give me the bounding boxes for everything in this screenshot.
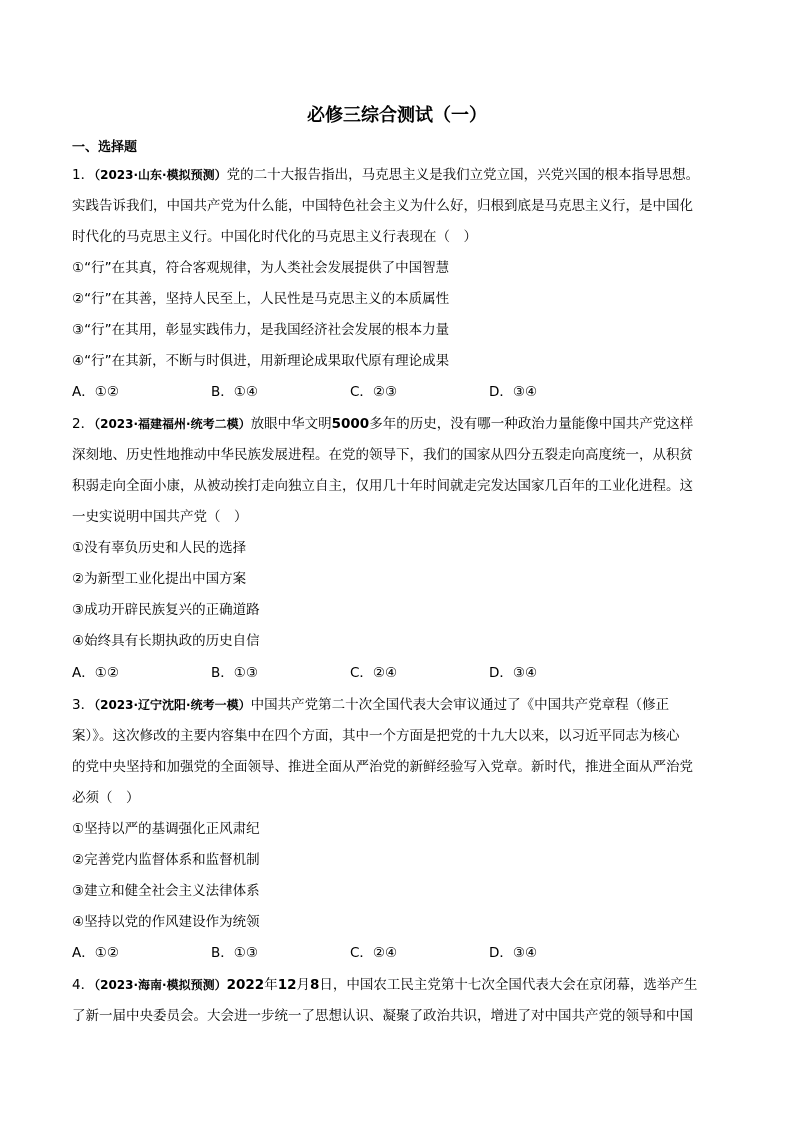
question-number: 3．	[72, 697, 95, 713]
question-source: （2023·山东·模拟预测）	[94, 168, 227, 182]
question-number: 1．	[72, 167, 95, 183]
question-2-line-1	[72, 413, 732, 435]
question-2-line-4: 一史实说明中国共产党（ ）	[72, 509, 248, 525]
question-2-item-1: ①没有辜负历史和人民的选择	[72, 540, 247, 556]
question-2-item-2: ②为新型工业化提出中国方案	[72, 571, 247, 587]
question-text: 中国共产党第二十次全国代表大会审议通过了《中国共产党章程（修正	[250, 697, 670, 713]
option-d[interactable]: D．③④	[489, 665, 538, 681]
question-2-line-3: 积弱走向全面小康，从被动挨打走向独立自主，仅用几十年时间就走完发达国家几百年的工业化进程。这	[72, 478, 693, 494]
question-number: 2．	[72, 416, 95, 432]
question-3-line-3: 的党中央坚持和加强党的全面领导、推进全面从严治党的新鲜经验写入党章。新时代，推进全面从严治党	[72, 759, 693, 775]
question-source: （2023·海南·模拟预测）	[94, 978, 227, 992]
option-c[interactable]: C．②③	[350, 384, 398, 400]
question-text-number: 12	[277, 977, 297, 993]
question-3-options	[72, 942, 732, 964]
question-3-line-2: 案）》。这次修改的主要内容集中在四个方面，其中一个方面是把党的十九大以来，以习近平同志为核心	[72, 728, 680, 744]
question-2-line-2: 深刻地、历史性地推动中华民族发展进程。在党的领导下，我们的国家从四分五裂走向高度统一，从积贫	[72, 447, 693, 463]
option-c[interactable]: C．②④	[350, 665, 398, 681]
option-d[interactable]: D．③④	[489, 384, 538, 400]
question-source: （2023·辽宁沈阳·统考一模）	[94, 698, 251, 712]
question-1-options	[72, 381, 732, 403]
question-3-item-1: ①坚持以严的基调强化正风肃纪	[72, 821, 260, 837]
question-text-number: 8	[310, 977, 320, 993]
question-2-item-4: ④始终具有长期执政的历史自信	[72, 633, 260, 649]
option-b[interactable]: B．①③	[211, 945, 258, 961]
question-number: 4．	[72, 977, 95, 993]
question-text: 日，中国农工民主党第十七次全国代表大会在京闭幕，选举产生	[319, 977, 698, 993]
question-3-line-1	[72, 694, 732, 716]
question-text: 多年的历史，没有哪一种政治力量能像中国共产党这样	[369, 416, 694, 432]
option-c[interactable]: C．②④	[350, 945, 398, 961]
question-1-line-2: 实践告诉我们，中国共产党为什么能，中国特色社会主义为什么好，归根到底是马克思主义行，是中国化	[72, 198, 693, 214]
question-1-item-4: ④“行”在其新，不断与时俱进，用新理论成果取代原有理论成果	[72, 353, 450, 369]
question-text: 放眼中华文明	[250, 416, 332, 432]
question-1-line-3: 时代化的马克思主义行。中国化时代化的马克思主义行表现在（ ）	[72, 229, 477, 245]
option-a[interactable]: A．①②	[72, 384, 119, 400]
page-title: 必修三综合测试（一）	[307, 105, 487, 126]
option-b[interactable]: B．①③	[211, 665, 258, 681]
question-text: 党的二十大报告指出，马克思主义是我们立党立国，兴党兴国的根本指导思想。	[226, 167, 700, 183]
question-1-item-3: ③“行”在其用，彰显实践伟力，是我国经济社会发展的根本力量	[72, 322, 450, 338]
option-b[interactable]: B．①④	[211, 384, 258, 400]
question-3-item-2: ②完善党内监督体系和监督机制	[72, 852, 260, 868]
question-text-number: 2022	[226, 977, 265, 993]
question-text: 月	[296, 977, 310, 993]
question-1-item-1: ①“行”在其真，符合客观规律，为人类社会发展提供了中国智慧	[72, 260, 450, 276]
question-1-line-1	[72, 164, 732, 186]
section-heading: 一、选择题	[72, 140, 138, 155]
question-text: 年	[264, 977, 278, 993]
question-3-line-4: 必须（ ）	[72, 790, 140, 806]
option-a[interactable]: A．①②	[72, 945, 119, 961]
question-2-item-3: ③成功开辟民族复兴的正确道路	[72, 602, 260, 618]
question-text-number: 5000	[331, 416, 370, 432]
question-source: （2023·福建福州·统考二模）	[94, 417, 251, 431]
question-1-item-2: ②“行”在其善，坚持人民至上，人民性是马克思主义的本质属性	[72, 291, 450, 307]
question-3-item-3: ③建立和健全社会主义法律体系	[72, 883, 260, 899]
question-3-item-4: ④坚持以党的作风建设作为统领	[72, 914, 260, 930]
option-d[interactable]: D．③④	[489, 945, 538, 961]
question-4-line-1	[72, 974, 732, 996]
option-a[interactable]: A．①②	[72, 665, 119, 681]
question-2-options	[72, 662, 732, 684]
question-4-line-2: 了新一届中央委员会。大会进一步统一了思想认识、凝聚了政治共识，增进了对中国共产党的领导和中国	[72, 1008, 693, 1024]
